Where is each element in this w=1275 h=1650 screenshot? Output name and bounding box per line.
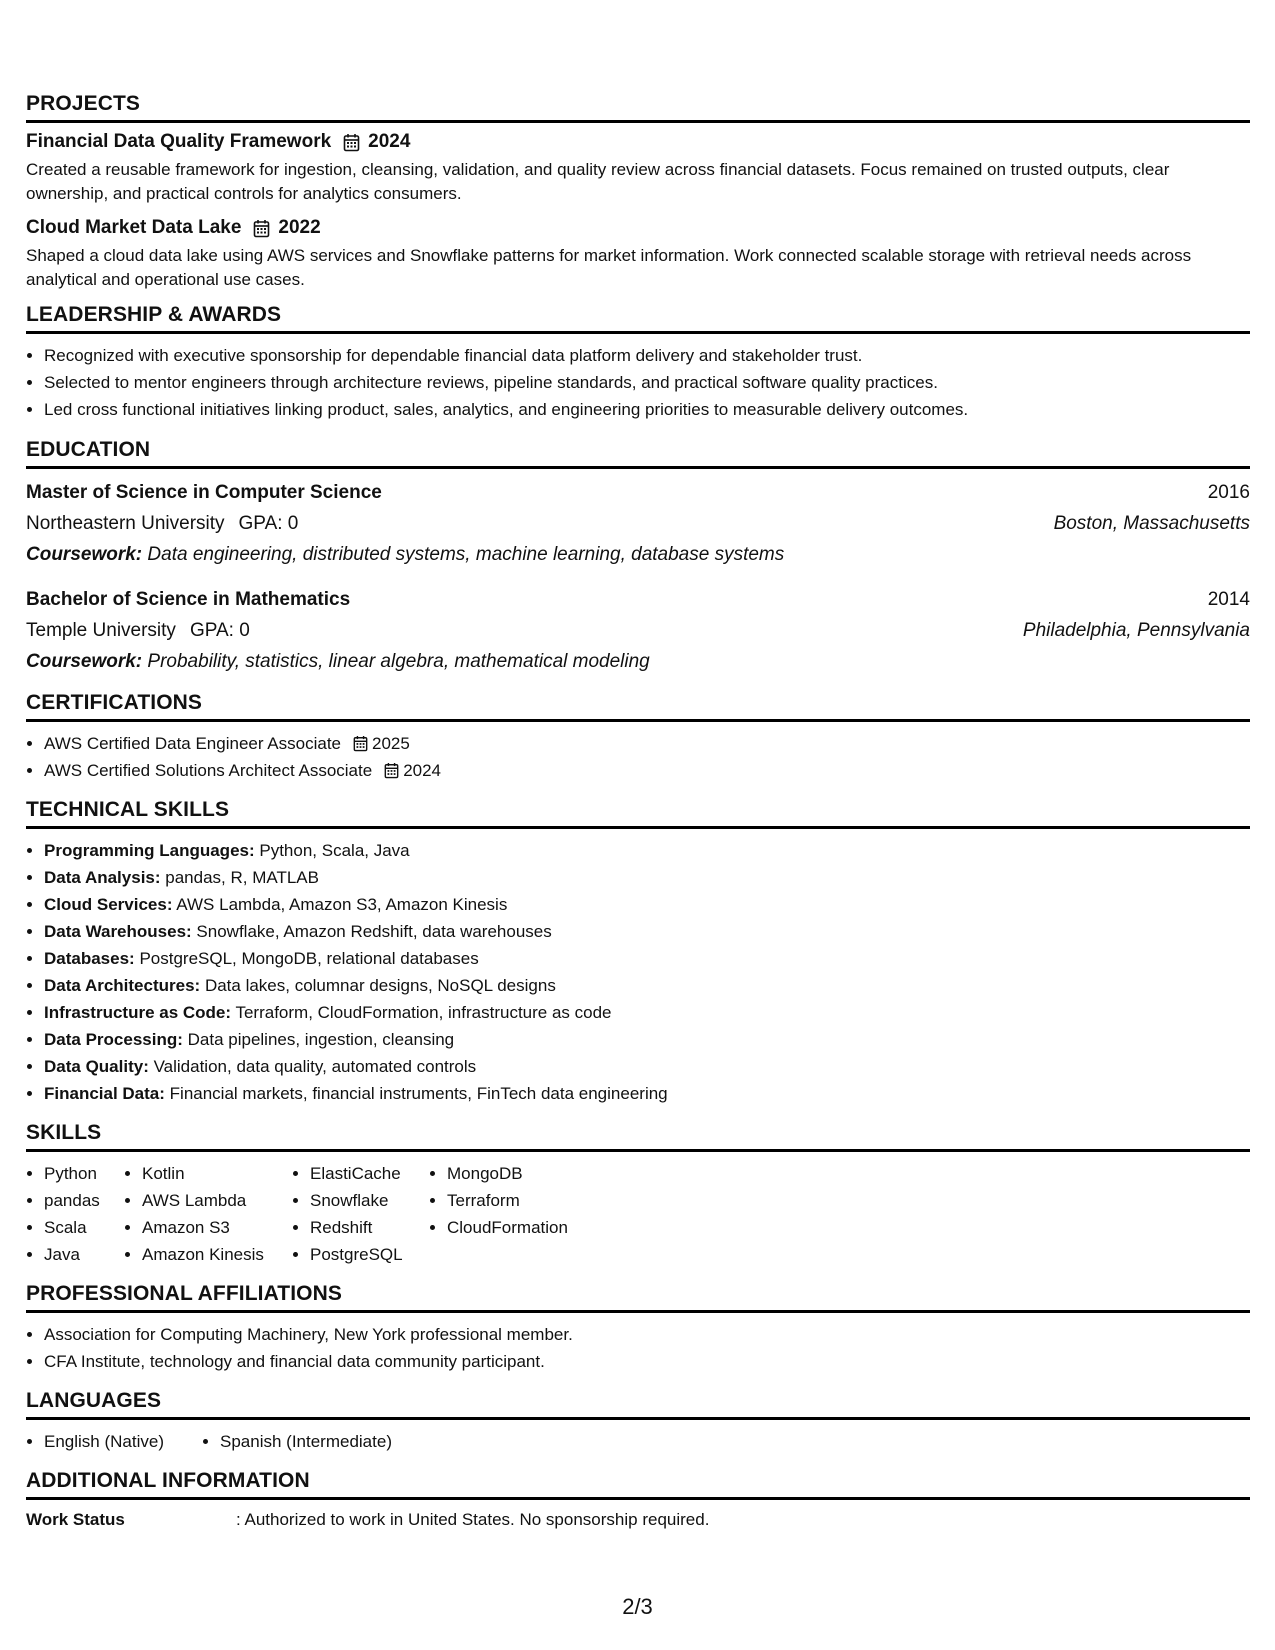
- section-title-projects: PROJECTS: [26, 92, 1250, 123]
- languages-column: [26, 1428, 202, 1455]
- additional-info-section: [26, 1469, 1250, 1532]
- additional-info-row: [26, 1508, 1250, 1532]
- skill-category: Financial Data:: [44, 1084, 165, 1103]
- skills-grid: [26, 1160, 1250, 1268]
- degree-year: 2014: [1207, 589, 1250, 610]
- page-number: 2/3: [622, 1594, 653, 1619]
- project-entry: [26, 131, 1250, 206]
- additional-info-value: : Authorized to work in United States. No sponsorship required.: [236, 1510, 710, 1529]
- affiliations-section: [26, 1282, 1250, 1375]
- list-item: • Selected to mentor engineers through architecture reviews, pipeline standards, and practical software quality practices.: [44, 369, 1250, 396]
- skills-column: [124, 1160, 292, 1268]
- school-line: [26, 615, 250, 646]
- skill-item: • ElastiCache: [310, 1160, 429, 1187]
- skill-item: • Snowflake: [310, 1187, 429, 1214]
- list-item: [44, 999, 1250, 1026]
- technical-skills-section: [26, 798, 1250, 1107]
- list-item: • Led cross functional initiatives linking product, sales, analytics, and engineering priorities to measurable delivery outcomes.: [44, 396, 1250, 423]
- skill-values: Validation, data quality, automated controls: [153, 1057, 477, 1076]
- education-section: [26, 438, 1250, 677]
- skill-values: Python, Scala, Java: [259, 841, 410, 860]
- skill-category: Data Warehouses:: [44, 922, 192, 941]
- education-entry: [26, 584, 1250, 677]
- certification-row: [44, 730, 1250, 757]
- list-item: • Association for Computing Machinery, New York professional member.: [44, 1321, 1250, 1348]
- skill-item: • CloudFormation: [447, 1214, 607, 1241]
- certifications-section: [26, 691, 1250, 784]
- skill-item: • Redshift: [310, 1214, 429, 1241]
- project-entry: [26, 217, 1250, 292]
- education-school-row: [26, 615, 1250, 646]
- list-item: [44, 1053, 1250, 1080]
- section-title-additional-info: ADDITIONAL INFORMATION: [26, 1469, 1250, 1500]
- calendar-icon: [384, 762, 399, 779]
- skills-column: [292, 1160, 429, 1268]
- coursework: [26, 539, 784, 570]
- calendar-icon: [353, 735, 368, 752]
- list-item: [44, 757, 1250, 784]
- section-title-skills: SKILLS: [26, 1121, 1250, 1152]
- degree-name: Master of Science in Computer Science: [26, 482, 382, 503]
- skill-values: Terraform, CloudFormation, infrastructure as code: [235, 1003, 612, 1022]
- languages-column: [202, 1428, 392, 1455]
- skill-values: Data pipelines, ingestion, cleansing: [187, 1030, 455, 1049]
- skill-category: Programming Languages:: [44, 841, 255, 860]
- skill-values: PostgreSQL, MongoDB, relational databases: [139, 949, 479, 968]
- school-location: Boston, Massachusetts: [1053, 513, 1250, 534]
- skills-column: [429, 1160, 607, 1268]
- list-item: [44, 972, 1250, 999]
- list-item: [44, 730, 1250, 757]
- project-name: Cloud Market Data Lake: [26, 217, 242, 238]
- degree-name: Bachelor of Science in Mathematics: [26, 589, 351, 610]
- resume-page: [26, 92, 1250, 1532]
- skill-item: • pandas: [44, 1187, 124, 1214]
- gpa: GPA: 0: [238, 513, 299, 534]
- skill-item: • Scala: [44, 1214, 124, 1241]
- skill-item: • AWS Lambda: [142, 1187, 292, 1214]
- list-item: • Recognized with executive sponsorship for dependable financial data platform delivery and stakeholder trust.: [44, 342, 1250, 369]
- project-description: Created a reusable framework for ingestion, cleansing, validation, and quality review across financial datasets. Focus remained on trusted outputs, clear ownership, and practical controls for analytics consumers.: [26, 160, 1170, 203]
- skill-values: AWS Lambda, Amazon S3, Amazon Kinesis: [176, 895, 508, 914]
- skill-values: Snowflake, Amazon Redshift, data warehouses: [196, 922, 552, 941]
- certification-year: 2024: [403, 761, 442, 780]
- skill-item: • Amazon Kinesis: [142, 1241, 292, 1268]
- coursework-label: Coursework:: [26, 544, 143, 565]
- education-school-row: [26, 508, 1250, 539]
- skill-item: • MongoDB: [447, 1160, 607, 1187]
- list-item: [44, 945, 1250, 972]
- coursework-row: [26, 646, 1250, 677]
- project-title-row: [26, 217, 1250, 239]
- coursework-text: Data engineering, distributed systems, machine learning, database systems: [147, 544, 785, 565]
- certification-row: [44, 757, 1250, 784]
- skill-values: Data lakes, columnar designs, NoSQL designs: [204, 976, 556, 995]
- list-item: [44, 1026, 1250, 1053]
- school-location: Philadelphia, Pennsylvania: [1022, 620, 1250, 641]
- school-name: Northeastern University: [26, 513, 225, 534]
- skill-category: Data Analysis:: [44, 868, 161, 887]
- languages-row: [26, 1428, 1250, 1455]
- skill-category: Data Quality:: [44, 1057, 149, 1076]
- skill-category: Databases:: [44, 949, 135, 968]
- education-entry: [26, 477, 1250, 570]
- affiliations-list: [26, 1321, 1250, 1375]
- languages-section: [26, 1389, 1250, 1455]
- skills-column: [26, 1160, 124, 1268]
- leadership-list: [26, 342, 1250, 423]
- list-item: [44, 1080, 1250, 1107]
- skill-item: • Java: [44, 1241, 124, 1268]
- skills-section: [26, 1121, 1250, 1268]
- project-title-row: [26, 131, 1250, 153]
- gpa: GPA: 0: [189, 620, 250, 641]
- skill-item: • PostgreSQL: [310, 1241, 429, 1268]
- section-title-leadership: LEADERSHIP & AWARDS: [26, 303, 1250, 334]
- skill-category: Infrastructure as Code:: [44, 1003, 232, 1022]
- section-title-certifications: CERTIFICATIONS: [26, 691, 1250, 722]
- project-name: Financial Data Quality Framework: [26, 131, 332, 152]
- section-title-technical-skills: TECHNICAL SKILLS: [26, 798, 1250, 829]
- projects-section: [26, 92, 1250, 292]
- leadership-section: [26, 303, 1250, 423]
- school-line: [26, 508, 298, 539]
- skill-item: • Kotlin: [142, 1160, 292, 1187]
- education-degree-row: [26, 477, 1250, 508]
- skill-category: Cloud Services:: [44, 895, 173, 914]
- section-title-languages: LANGUAGES: [26, 1389, 1250, 1420]
- school-name: Temple University: [26, 620, 176, 641]
- coursework-label: Coursework:: [26, 651, 143, 672]
- education-degree-row: [26, 584, 1250, 615]
- certification-year: 2025: [372, 734, 410, 753]
- list-item: [44, 837, 1250, 864]
- section-title-education: EDUCATION: [26, 438, 1250, 469]
- certification-name: • AWS Certified Data Engineer Associate: [44, 734, 342, 753]
- skill-category: Data Processing:: [44, 1030, 183, 1049]
- certifications-list: [26, 730, 1250, 784]
- list-item: [44, 918, 1250, 945]
- section-title-affiliations: PROFESSIONAL AFFILIATIONS: [26, 1282, 1250, 1313]
- skill-item: • Python: [44, 1160, 124, 1187]
- language-item: • English (Native): [44, 1428, 202, 1455]
- list-item: • CFA Institute, technology and financial data community participant.: [44, 1348, 1250, 1375]
- list-item: [44, 864, 1250, 891]
- technical-skills-list: [26, 837, 1250, 1107]
- coursework-text: Probability, statistics, linear algebra, mathematical modeling: [147, 651, 650, 672]
- additional-info-key: Work Status: [26, 1510, 125, 1529]
- calendar-icon: [253, 219, 270, 238]
- project-year: 2022: [278, 217, 321, 238]
- certification-name: • AWS Certified Solutions Architect Associate: [44, 761, 373, 780]
- skill-category: Data Architectures:: [44, 976, 201, 995]
- language-item: • Spanish (Intermediate): [220, 1428, 392, 1455]
- project-year: 2024: [368, 131, 411, 152]
- coursework-row: [26, 539, 1250, 570]
- project-description: Shaped a cloud data lake using AWS services and Snowflake patterns for market information. Work connected scalable storage with retrieval needs across analytical and operational use cases.: [26, 246, 1192, 289]
- skill-values: pandas, R, MATLAB: [165, 868, 319, 887]
- coursework: [26, 646, 650, 677]
- skill-item: • Terraform: [447, 1187, 607, 1214]
- degree-year: 2016: [1207, 482, 1250, 503]
- skill-values: Financial markets, financial instruments, FinTech data engineering: [169, 1084, 668, 1103]
- calendar-icon: [343, 133, 360, 152]
- list-item: [44, 891, 1250, 918]
- skill-item: • Amazon S3: [142, 1214, 292, 1241]
